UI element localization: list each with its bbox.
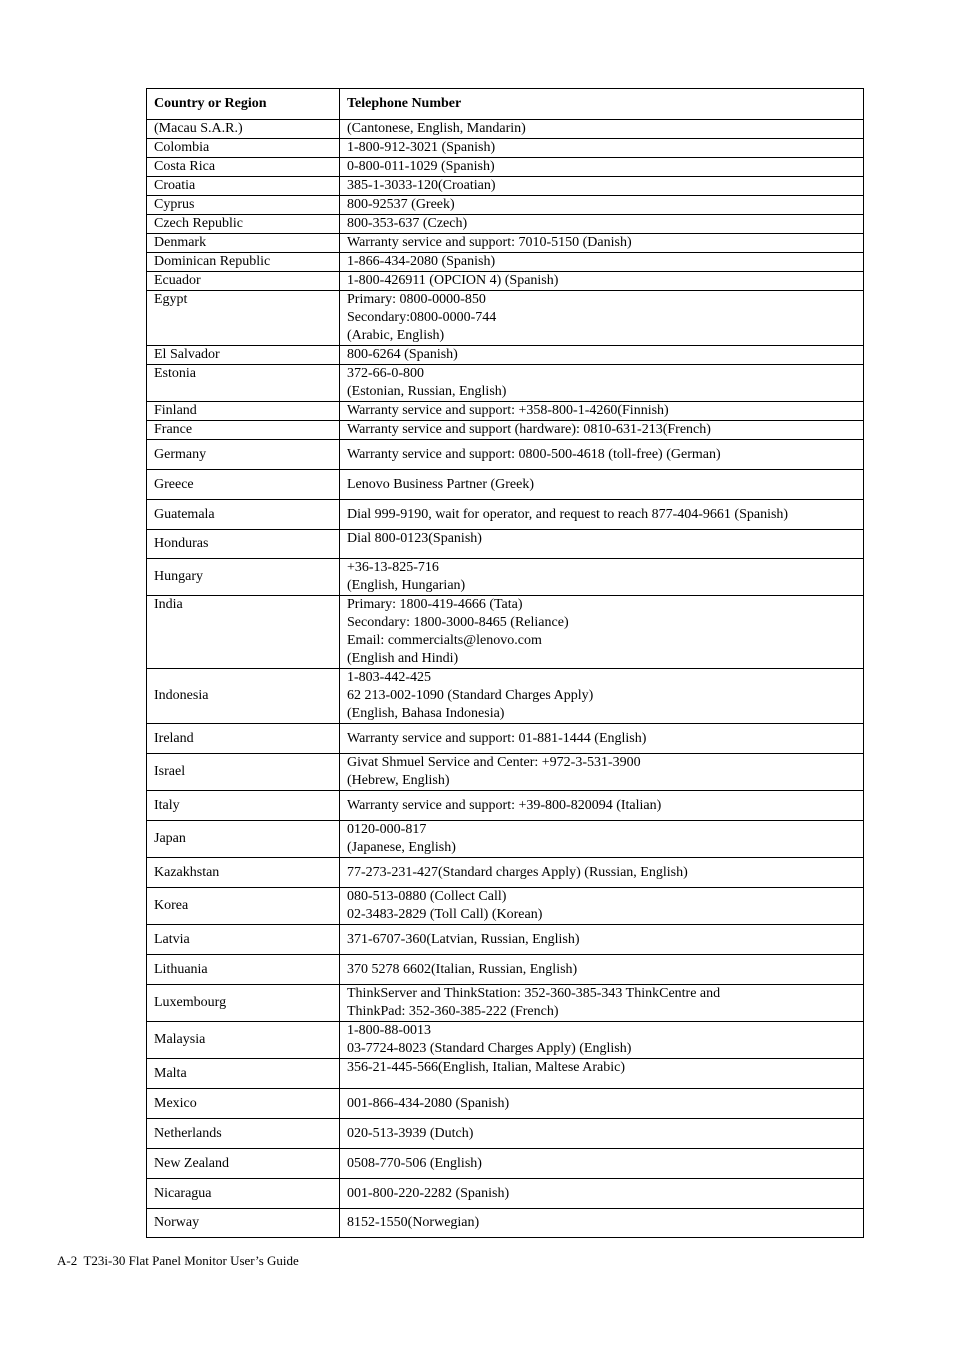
telephone-line: Warranty service and support: 0800-500-4618 (toll-free) (German) bbox=[347, 446, 721, 462]
telephone-cell bbox=[340, 470, 864, 500]
column-header-telephone: Telephone Number bbox=[340, 89, 864, 120]
table-row bbox=[147, 196, 864, 215]
telephone-cell bbox=[340, 177, 864, 196]
telephone-line: 001-866-434-2080 (Spanish) bbox=[347, 1095, 510, 1111]
country-cell: Guatemala bbox=[147, 500, 340, 530]
telephone-cell bbox=[340, 346, 864, 365]
country-cell: Costa Rica bbox=[147, 158, 340, 177]
telephone-cell bbox=[340, 925, 864, 955]
telephone-cell bbox=[340, 858, 864, 888]
telephone-line: +36-13-825-716 bbox=[347, 560, 439, 575]
telephone-line: Lenovo Business Partner (Greek) bbox=[347, 476, 535, 492]
telephone-cell bbox=[340, 791, 864, 821]
table-row bbox=[147, 158, 864, 177]
telephone-line: 001-800-220-2282 (Spanish) bbox=[347, 1185, 510, 1201]
table-row bbox=[147, 253, 864, 272]
telephone-line: 020-513-3939 (Dutch) bbox=[347, 1125, 474, 1141]
telephone-cell bbox=[340, 234, 864, 253]
table-row bbox=[147, 440, 864, 470]
contact-table bbox=[146, 88, 864, 1238]
telephone-line: 1-866-434-2080 (Spanish) bbox=[347, 254, 496, 269]
country-cell: (Macau S.A.R.) bbox=[147, 120, 340, 139]
telephone-line: 1-800-912-3021 (Spanish) bbox=[347, 140, 496, 155]
telephone-line: 8152-1550(Norwegian) bbox=[347, 1215, 480, 1230]
table-row bbox=[147, 402, 864, 421]
telephone-line: Primary: 1800-419-4666 (Tata) bbox=[347, 597, 523, 612]
table-header-row bbox=[147, 89, 864, 120]
country-cell: Hungary bbox=[147, 559, 340, 596]
country-cell: Italy bbox=[147, 791, 340, 821]
telephone-line: 800-92537 (Greek) bbox=[347, 197, 455, 212]
table-row bbox=[147, 421, 864, 440]
page-footer: A-2 T23i-30 Flat Panel Monitor User’s Guide bbox=[57, 1253, 299, 1268]
country-cell: France bbox=[147, 421, 340, 440]
country-cell: Kazakhstan bbox=[147, 858, 340, 888]
telephone-line: 800-353-637 (Czech) bbox=[347, 216, 468, 231]
telephone-cell bbox=[340, 402, 864, 421]
telephone-cell bbox=[340, 1149, 864, 1179]
telephone-line: 0-800-011-1029 (Spanish) bbox=[347, 159, 495, 174]
country-cell: Cyprus bbox=[147, 196, 340, 215]
telephone-line: ThinkServer and ThinkStation: 352-360-385-343 ThinkCentre and bbox=[347, 986, 721, 1001]
telephone-cell bbox=[340, 440, 864, 470]
telephone-cell bbox=[340, 500, 864, 530]
telephone-line: Primary: 0800-0000-850 bbox=[347, 292, 486, 307]
table-row bbox=[147, 234, 864, 253]
telephone-cell bbox=[340, 530, 864, 559]
table-row bbox=[147, 596, 864, 669]
telephone-line: Warranty service and support: +358-800-1-4260(Finnish) bbox=[347, 403, 669, 418]
country-cell: Colombia bbox=[147, 139, 340, 158]
telephone-line: 77-273-231-427(Standard charges Apply) (Russian, English) bbox=[347, 864, 688, 880]
telephone-line: 03-7724-8023 (Standard Charges Apply) (English) bbox=[347, 1041, 632, 1056]
telephone-cell bbox=[340, 1209, 864, 1238]
telephone-cell bbox=[340, 215, 864, 234]
table-row bbox=[147, 346, 864, 365]
table-row bbox=[147, 669, 864, 724]
telephone-line: (English, Bahasa Indonesia) bbox=[347, 706, 505, 721]
telephone-line: 385-1-3033-120(Croatian) bbox=[347, 178, 496, 193]
table-body bbox=[147, 120, 864, 1238]
telephone-line: Warranty service and support: 7010-5150 (Danish) bbox=[347, 235, 632, 250]
telephone-line: Dial 800-0123(Spanish) bbox=[347, 531, 482, 546]
country-cell: Greece bbox=[147, 470, 340, 500]
table-row bbox=[147, 291, 864, 346]
telephone-cell bbox=[340, 955, 864, 985]
telephone-cell bbox=[340, 669, 864, 724]
telephone-cell bbox=[340, 754, 864, 791]
telephone-line: ThinkPad: 352-360-385-222 (French) bbox=[347, 1004, 559, 1019]
country-cell: El Salvador bbox=[147, 346, 340, 365]
table-row bbox=[147, 500, 864, 530]
telephone-cell bbox=[340, 421, 864, 440]
table-row bbox=[147, 791, 864, 821]
table-row bbox=[147, 724, 864, 754]
telephone-line: Secondary: 1800-3000-8465 (Reliance) bbox=[347, 615, 569, 630]
country-cell: Estonia bbox=[147, 365, 340, 402]
telephone-cell bbox=[340, 365, 864, 402]
telephone-line: 1-800-88-0013 bbox=[347, 1023, 431, 1038]
table-row bbox=[147, 139, 864, 158]
telephone-line: (English, Hungarian) bbox=[347, 578, 466, 593]
telephone-line: 0508-770-506 (English) bbox=[347, 1155, 482, 1171]
table-row bbox=[147, 754, 864, 791]
country-cell: Dominican Republic bbox=[147, 253, 340, 272]
telephone-line: 372-66-0-800 bbox=[347, 366, 424, 381]
telephone-cell bbox=[340, 821, 864, 858]
table-row bbox=[147, 470, 864, 500]
telephone-line: 800-6264 (Spanish) bbox=[347, 347, 458, 362]
table-row bbox=[147, 1119, 864, 1149]
telephone-line: 080-513-0880 (Collect Call) bbox=[347, 889, 507, 904]
telephone-cell bbox=[340, 1179, 864, 1209]
country-cell: Nicaragua bbox=[147, 1179, 340, 1209]
country-cell: Korea bbox=[147, 888, 340, 925]
table-row bbox=[147, 1149, 864, 1179]
country-cell: Mexico bbox=[147, 1089, 340, 1119]
telephone-line: (Arabic, English) bbox=[347, 328, 445, 343]
country-cell: Denmark bbox=[147, 234, 340, 253]
telephone-cell bbox=[340, 253, 864, 272]
table-row bbox=[147, 955, 864, 985]
country-cell: Ireland bbox=[147, 724, 340, 754]
telephone-line: (English and Hindi) bbox=[347, 651, 459, 666]
telephone-cell bbox=[340, 291, 864, 346]
telephone-line: 370 5278 6602(Italian, Russian, English) bbox=[347, 961, 578, 977]
telephone-line: Warranty service and support: +39-800-820094 (Italian) bbox=[347, 797, 662, 813]
telephone-line: (Hebrew, English) bbox=[347, 773, 450, 788]
telephone-line: 356-21-445-566(English, Italian, Maltese Arabic) bbox=[347, 1060, 625, 1075]
table-row bbox=[147, 365, 864, 402]
telephone-line: 371-6707-360(Latvian, Russian, English) bbox=[347, 931, 580, 947]
telephone-line: (Estonian, Russian, English) bbox=[347, 384, 507, 399]
telephone-cell bbox=[340, 724, 864, 754]
telephone-cell bbox=[340, 158, 864, 177]
telephone-cell bbox=[340, 559, 864, 596]
telephone-cell bbox=[340, 1059, 864, 1089]
country-cell: Norway bbox=[147, 1209, 340, 1238]
telephone-line: 1-800-426911 (OPCION 4) (Spanish) bbox=[347, 273, 559, 288]
country-cell: Germany bbox=[147, 440, 340, 470]
country-cell: Lithuania bbox=[147, 955, 340, 985]
table-row bbox=[147, 1179, 864, 1209]
country-cell: Luxembourg bbox=[147, 985, 340, 1022]
telephone-cell bbox=[340, 196, 864, 215]
telephone-line: 1-803-442-425 bbox=[347, 670, 431, 685]
telephone-line: Secondary:0800-0000-744 bbox=[347, 310, 497, 325]
table-row bbox=[147, 888, 864, 925]
table-row bbox=[147, 925, 864, 955]
country-cell: Latvia bbox=[147, 925, 340, 955]
telephone-line: 0120-000-817 bbox=[347, 822, 427, 837]
telephone-line: (Cantonese, English, Mandarin) bbox=[347, 121, 526, 136]
country-cell: Czech Republic bbox=[147, 215, 340, 234]
country-cell: Egypt bbox=[147, 291, 340, 346]
telephone-cell bbox=[340, 1119, 864, 1149]
country-cell: Malaysia bbox=[147, 1022, 340, 1059]
telephone-cell bbox=[340, 888, 864, 925]
telephone-line: Warranty service and support (hardware): 0810-631-213(French) bbox=[347, 422, 711, 437]
table-row bbox=[147, 177, 864, 196]
table-row bbox=[147, 1022, 864, 1059]
country-cell: Indonesia bbox=[147, 669, 340, 724]
country-cell: Netherlands bbox=[147, 1119, 340, 1149]
telephone-line: (Japanese, English) bbox=[347, 840, 456, 855]
telephone-cell bbox=[340, 272, 864, 291]
telephone-line: Givat Shmuel Service and Center: +972-3-531-3900 bbox=[347, 755, 641, 770]
telephone-cell bbox=[340, 1089, 864, 1119]
telephone-line: 62 213-002-1090 (Standard Charges Apply) bbox=[347, 688, 594, 703]
telephone-cell bbox=[340, 985, 864, 1022]
table-row bbox=[147, 272, 864, 291]
country-cell: Finland bbox=[147, 402, 340, 421]
telephone-line: Dial 999-9190, wait for operator, and request to reach 877-404-9661 (Spanish) bbox=[347, 506, 789, 522]
table-row bbox=[147, 858, 864, 888]
table-row bbox=[147, 559, 864, 596]
table-row bbox=[147, 1209, 864, 1238]
table-row bbox=[147, 821, 864, 858]
country-cell: Malta bbox=[147, 1059, 340, 1089]
table-row bbox=[147, 1059, 864, 1089]
country-cell: Ecuador bbox=[147, 272, 340, 291]
telephone-line: Warranty service and support: 01-881-1444 (English) bbox=[347, 730, 647, 746]
table-row bbox=[147, 215, 864, 234]
table-row bbox=[147, 120, 864, 139]
country-cell: Japan bbox=[147, 821, 340, 858]
telephone-cell bbox=[340, 120, 864, 139]
country-cell: India bbox=[147, 596, 340, 669]
telephone-cell bbox=[340, 1022, 864, 1059]
telephone-cell bbox=[340, 596, 864, 669]
table-row bbox=[147, 530, 864, 559]
table-row bbox=[147, 985, 864, 1022]
country-cell: Israel bbox=[147, 754, 340, 791]
telephone-line: Email: commercialts@lenovo.com bbox=[347, 633, 542, 648]
telephone-cell bbox=[340, 139, 864, 158]
country-cell: New Zealand bbox=[147, 1149, 340, 1179]
country-cell: Croatia bbox=[147, 177, 340, 196]
country-cell: Honduras bbox=[147, 530, 340, 559]
table-row bbox=[147, 1089, 864, 1119]
telephone-line: 02-3483-2829 (Toll Call) (Korean) bbox=[347, 907, 543, 922]
column-header-country: Country or Region bbox=[147, 89, 340, 120]
